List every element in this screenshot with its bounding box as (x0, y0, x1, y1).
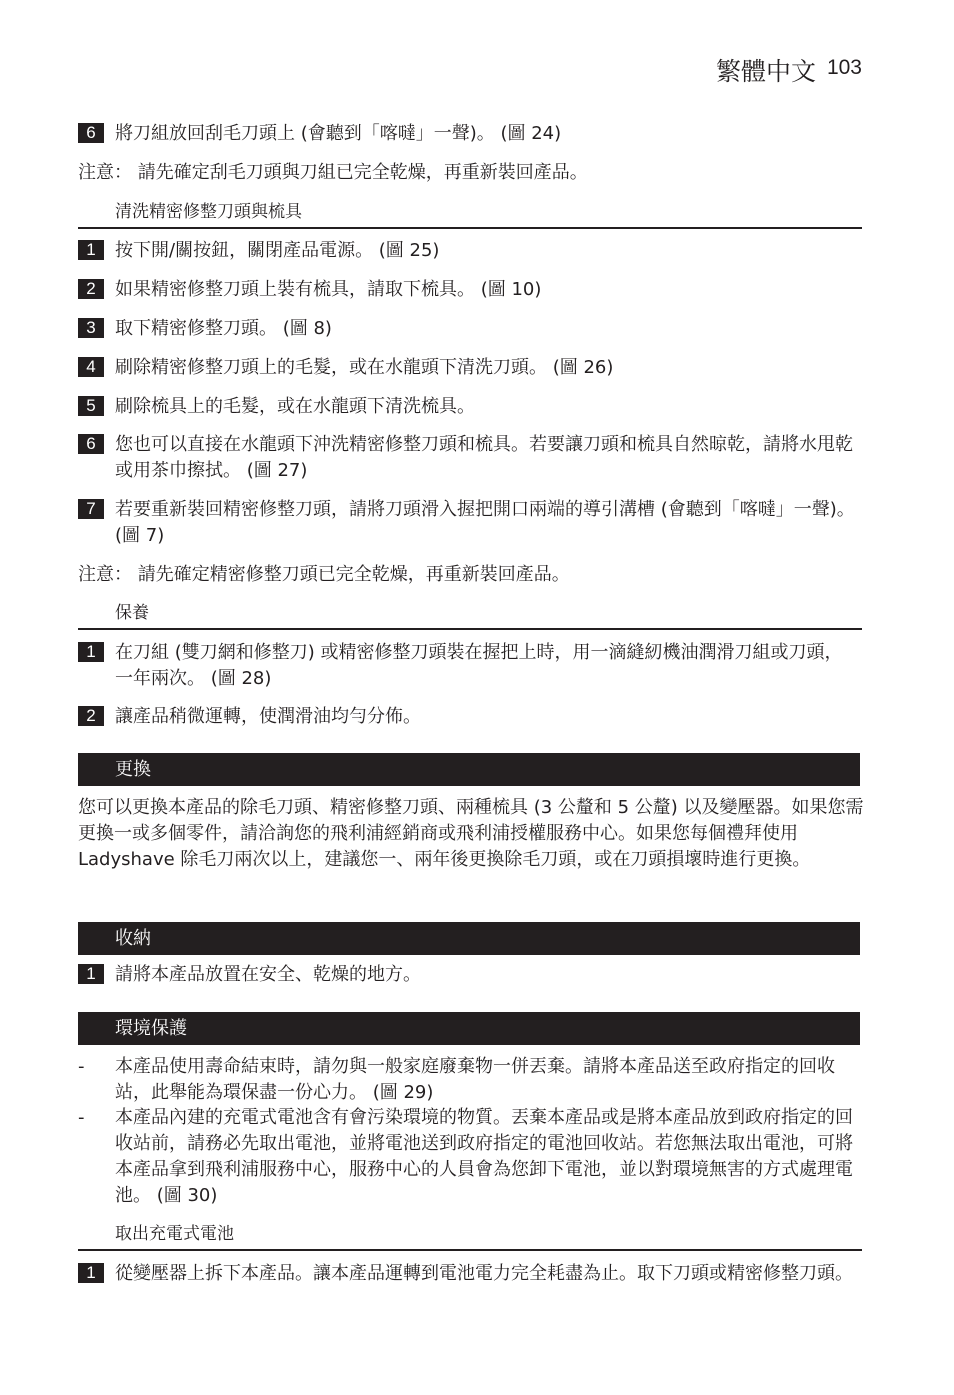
step-text: 按下開/關按鈕，關閉產品電源。 (圖 25) (115, 240, 440, 261)
section-heading-text: 取出充電式電池 (115, 1224, 234, 1244)
step-text: 從變壓器上拆下本產品。讓本產品運轉到電池電力完全耗盡為止。取下刀頭或精密修整刀頭。 (115, 1263, 853, 1284)
section-heading-text: 保養 (115, 603, 149, 623)
step-text: 若要重新裝回精密修整刀頭，請將刀頭滑入握把開口兩端的導引溝槽 (會聽到「喀噠」一聲)。 (圖 7) (115, 499, 855, 546)
step-item (78, 962, 860, 988)
step-number: 1 (78, 1263, 104, 1283)
section-heading-text: 清洗精密修整刀頭與梳具 (115, 202, 302, 222)
step-item (78, 640, 860, 692)
step-item (78, 277, 860, 303)
page-header-language: 繁體中文 (715, 57, 816, 86)
step-item (78, 432, 860, 484)
bullet-item (78, 1054, 860, 1106)
step-number: 1 (78, 964, 104, 984)
step-number: 4 (78, 357, 104, 377)
section-bar-environment (78, 1012, 860, 1045)
step-number: 1 (78, 642, 104, 662)
note-text: 注意： 請先確定刮毛刀頭與刀組已完全乾燥，再重新裝回產品。 (78, 162, 588, 183)
step-text: 將刀組放回刮毛刀頭上 (會聽到「喀噠」一聲)。 (圖 24) (115, 123, 562, 144)
step-item (78, 704, 860, 730)
step-text: 刷除梳具上的毛髮，或在水龍頭下清洗梳具。 (115, 396, 475, 417)
step-text: 刷除精密修整刀頭上的毛髮，或在水龍頭下清洗刀頭。 (圖 26) (115, 357, 614, 378)
step-item (78, 355, 860, 381)
step-item (78, 316, 860, 342)
step-number: 6 (78, 123, 104, 143)
bullet-text: 本產品內建的充電式電池含有會污染環境的物質。丟棄本產品或是將本產品放到政府指定的回收站前，請務必先取出電池，並將電池送到政府指定的電池回收站。若您無法取出電池，可將本產品拿到飛利浦服務中心，服務中心的人員會為您卸下電池，並以對環境無害的方式處理電池。 (圖 30) (115, 1107, 853, 1206)
section-heading-care (78, 601, 860, 625)
bullet-text: 本產品使用壽命結束時，請勿與一般家庭廢棄物一併丟棄。請將本產品送至政府指定的回收站，此舉能為環保盡一份心力。 (圖 29) (115, 1056, 835, 1103)
section-bar-storage (78, 922, 860, 955)
section-bar-title: 更換 (115, 759, 151, 780)
step-text: 您也可以直接在水龍頭下沖洗精密修整刀頭和梳具。若要讓刀頭和梳具自然晾乾，請將水甩乾或用茶巾擦拭。 (圖 27) (115, 434, 853, 481)
section-rule (78, 628, 862, 630)
bullet-dash: - (78, 1056, 85, 1077)
section-rule (78, 1249, 862, 1251)
bullet-dash: - (78, 1107, 85, 1128)
step-item (78, 121, 860, 147)
section-bar-replace (78, 753, 860, 786)
step-number: 2 (78, 706, 104, 726)
step-text: 取下精密修整刀頭。 (圖 8) (115, 318, 332, 339)
step-number: 5 (78, 396, 104, 416)
step-text: 在刀組 (雙刀網和修整刀) 或精密修整刀頭裝在握把上時，用一滴縫紉機油潤滑刀組或刀頭，一年兩次。 (圖 28) (115, 642, 843, 689)
step-text: 如果精密修整刀頭上裝有梳具，請取下梳具。 (圖 10) (115, 279, 542, 300)
section-bar-title: 環境保護 (115, 1018, 187, 1039)
step-text: 請將本產品放置在安全、乾燥的地方。 (115, 964, 421, 985)
replace-paragraph: 您可以更換本產品的除毛刀頭、精密修整刀頭、兩種梳具 (3 公釐和 5 公釐) 以及變壓器。如果您需更換一或多個零件，請洽詢您的飛利浦經銷商或飛利浦授權服務中心。如果您每個禮拜使用 Ladyshave 除毛刀兩次以上，建議您一、兩年後更換除毛刀頭，或在刀頭損壞時進行更換。 (78, 797, 864, 870)
step-item (78, 1261, 860, 1287)
page-number: 103 (826, 56, 862, 79)
step-number: 7 (78, 499, 104, 519)
bullet-item (78, 1105, 860, 1209)
step-item (78, 238, 860, 264)
section-rule (78, 227, 862, 229)
section-bar-title: 收納 (115, 928, 151, 949)
step-number: 2 (78, 279, 104, 299)
step-number: 6 (78, 434, 104, 454)
section-heading-clean (78, 200, 860, 224)
step-item (78, 497, 860, 549)
note-text: 注意： 請先確定精密修整刀頭已完全乾燥，再重新裝回產品。 (78, 564, 570, 585)
step-number: 1 (78, 240, 104, 260)
step-item (78, 394, 860, 420)
step-number: 3 (78, 318, 104, 338)
section-heading-remove-battery (78, 1222, 860, 1246)
step-text: 讓產品稍微運轉，使潤滑油均勻分佈。 (115, 706, 421, 727)
